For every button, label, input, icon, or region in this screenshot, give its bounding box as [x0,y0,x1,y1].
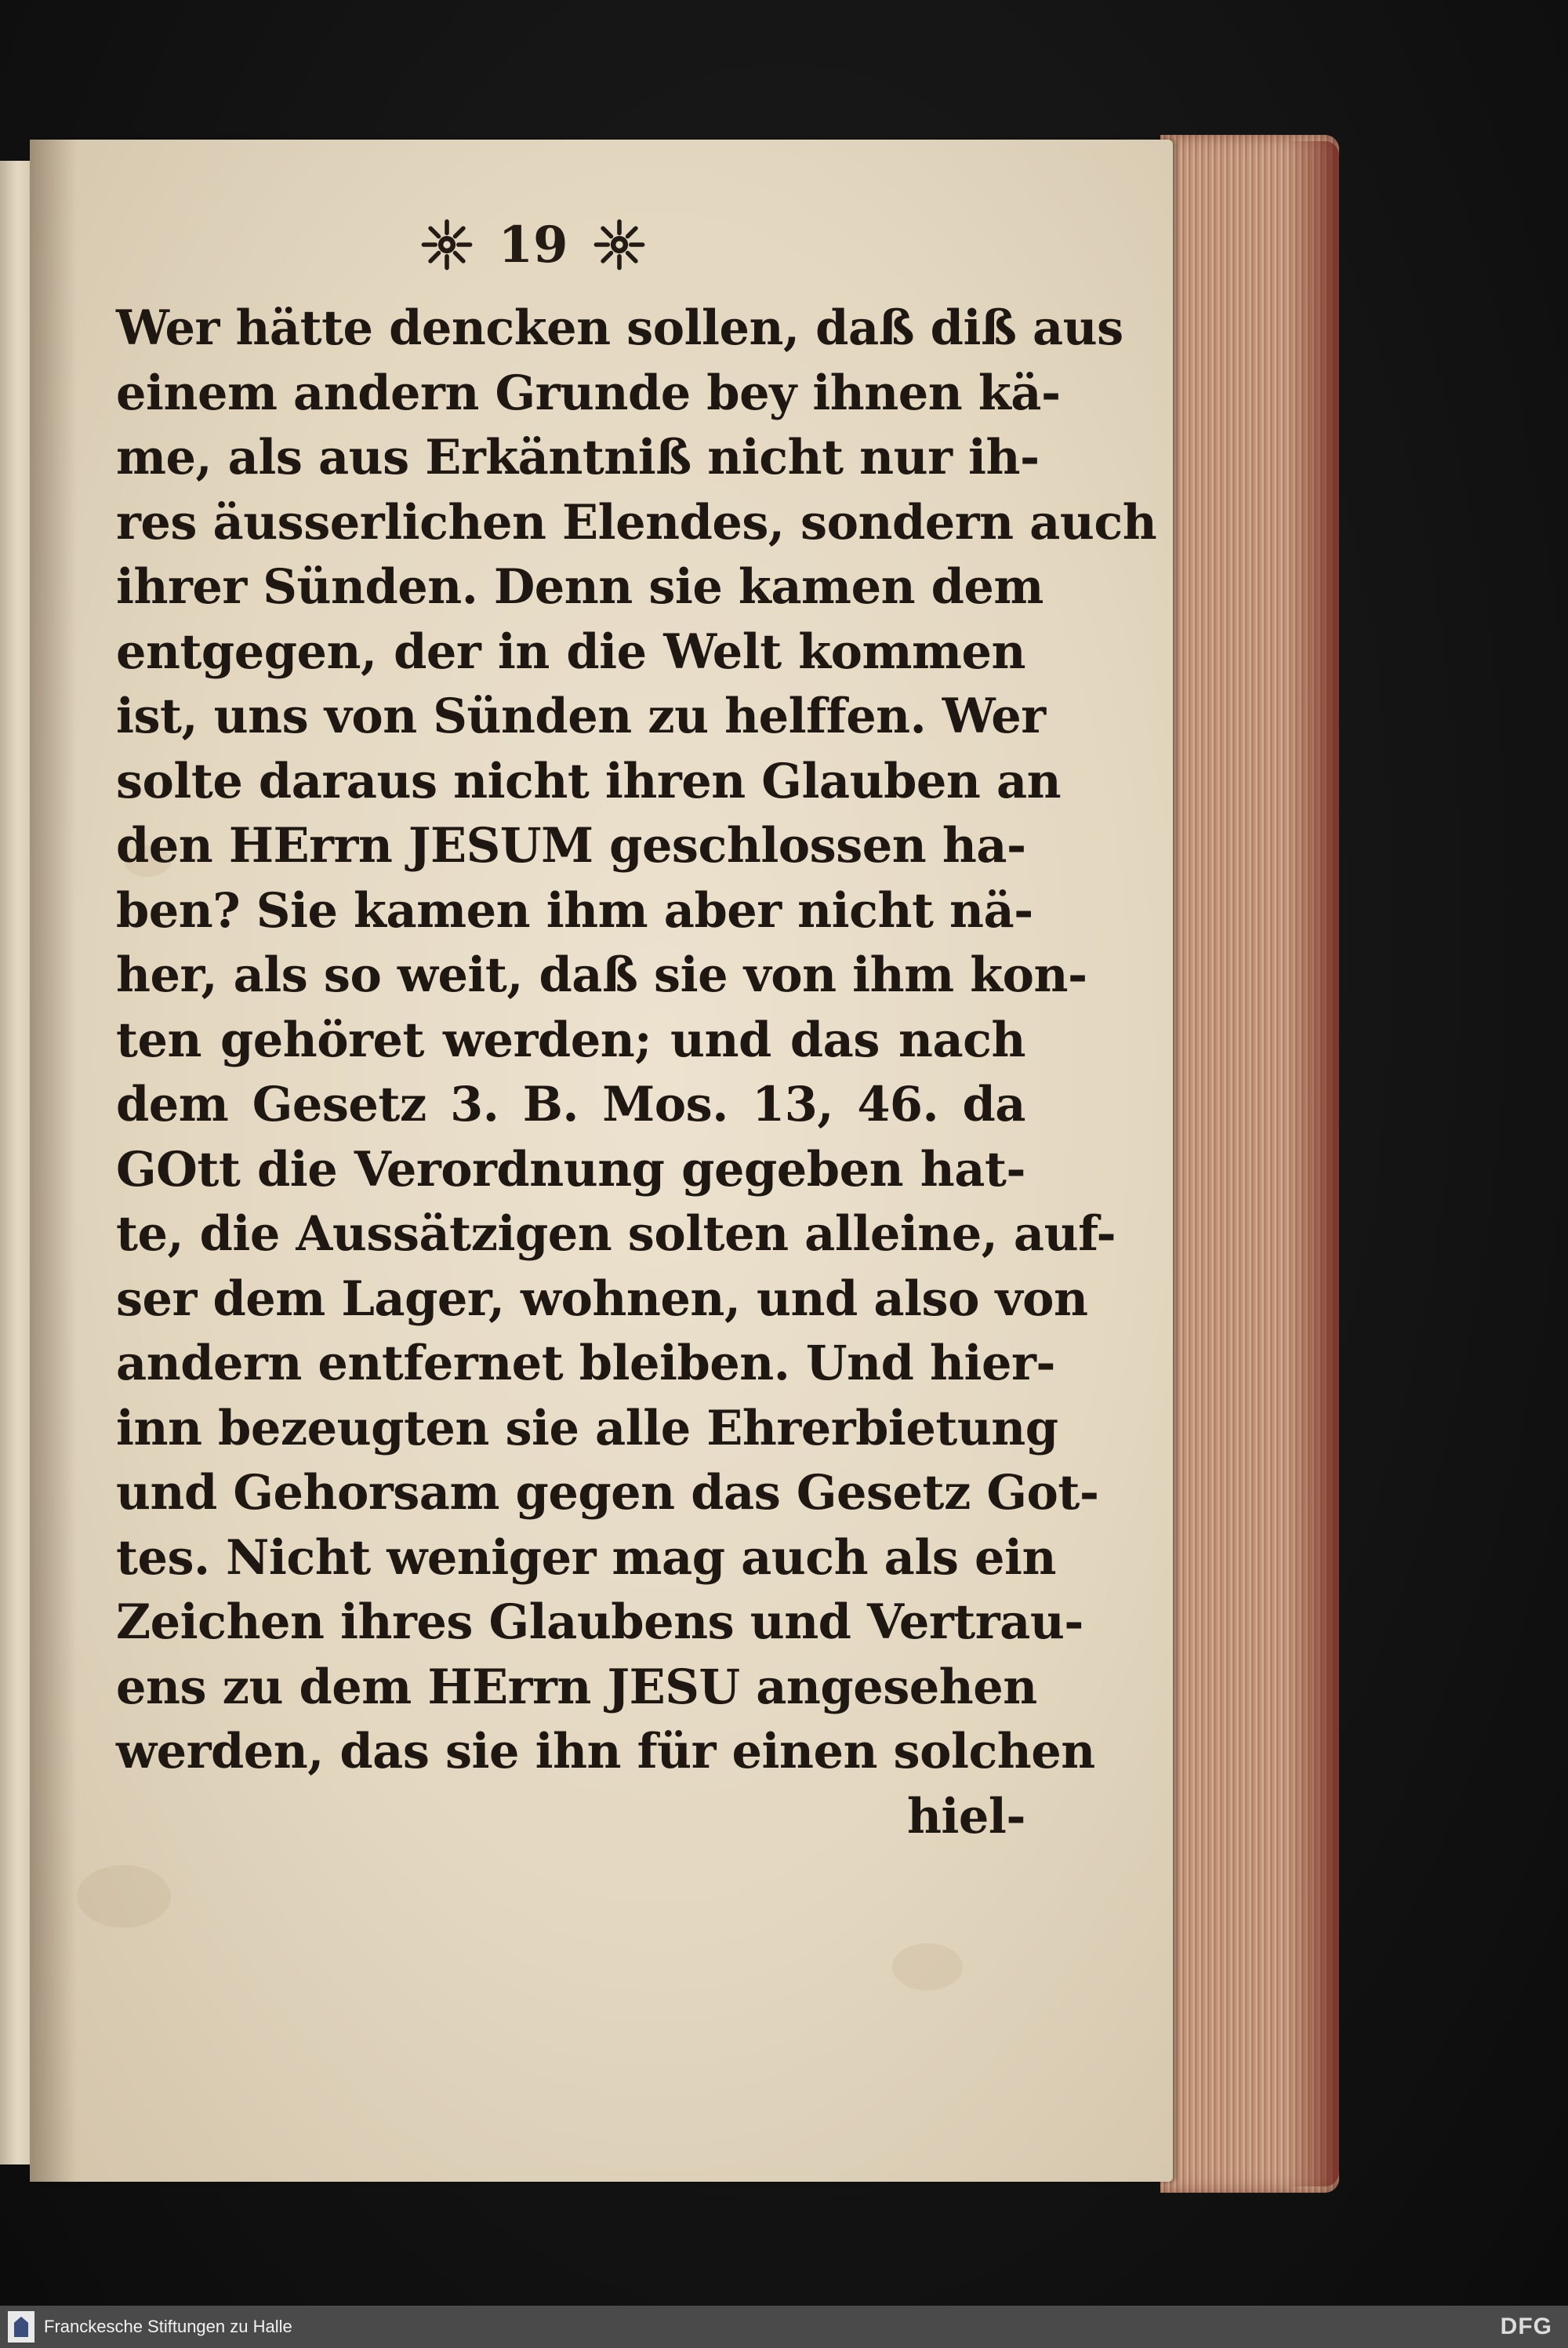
gutter-shadow [30,140,77,2182]
text-line: her, als so weit, daß sie von ihm kon- [116,947,1087,1003]
text-line: dem Gesetz 3. B. Mos. 13, 46. da [116,1077,1025,1132]
text-line: te, die Aussätzigen solten alleine, auf- [116,1206,1116,1262]
dfg-logo: DFG [1500,2313,1552,2339]
text-line: GOtt die Verordnung gegeben hat- [116,1141,1025,1198]
text-line: Wer hätte dencken sollen, daß diß aus [116,300,1123,356]
text-line: einem andern Grunde bey ihnen kä- [116,365,1061,421]
text-line: werden, das sie ihn für einen solchen [116,1724,1095,1779]
text-line: ihrer Sünden. Denn sie kamen dem [116,559,1044,615]
text-line: den HErrn JESUM geschlossen ha- [116,818,1026,874]
text-line: und Gehorsam gegen das Gesetz Got- [116,1465,1099,1521]
text-line: Zeichen ihres Glaubens und Vertrau- [116,1594,1083,1650]
text-line: me, als aus Erkäntniß nicht nur ih- [116,430,1040,485]
text-line: ten gehöret werden; und das nach [116,1012,1025,1068]
text-line: entgegen, der in die Welt kommen [116,623,1025,680]
left-page-edge [0,161,31,2164]
catchword: hiel- [906,1788,1025,1845]
book-fore-edge-shadow [1286,141,1339,2186]
text-line: inn bezeugten sie alle Ehrerbietung [116,1400,1058,1456]
text-line: ser dem Lager, wohnen, und also von [116,1270,1088,1327]
text-line: andern entfernet bleiben. Und hier- [116,1336,1055,1391]
text-line: ben? Sie kamen ihm aber nicht nä- [116,882,1033,939]
text-line: ist, uns von Sünden zu helffen. Wer [116,689,1046,744]
page-number: 19 [498,215,568,274]
footer-bar [0,2306,1568,2348]
text-line: solte daraus nicht ihren Glauben an [116,753,1062,809]
flower-ornament-icon [590,216,648,274]
text-line: res äusserlichen Elendes, sondern auch [116,494,1157,551]
institution-name: Franckesche Stiftungen zu Halle [44,2317,292,2336]
page-body-text [116,296,1157,1849]
flower-ornament-icon [418,216,476,274]
text-line: tes. Nicht weniger mag auch als ein [116,1529,1056,1586]
text-line: ens zu dem HErrn JESU angesehen [116,1659,1037,1715]
institution-logo-icon [8,2311,34,2343]
page-header [392,209,674,281]
